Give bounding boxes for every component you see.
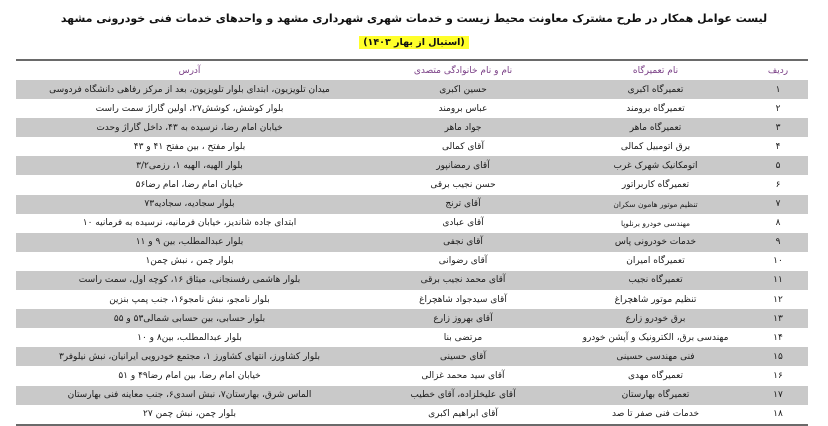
cell-address: بلوار هاشمی رفسنجانی، میثاق ۱۶، کوچه اول، سمت راست bbox=[78, 275, 301, 286]
cell-index: ۳ bbox=[775, 122, 781, 133]
table-row bbox=[16, 328, 808, 347]
table-header bbox=[16, 61, 808, 80]
table-row bbox=[16, 347, 808, 366]
cell-owner: حسین اکبری bbox=[439, 84, 487, 95]
cell-index: ۱۰ bbox=[773, 256, 783, 267]
table-row bbox=[16, 290, 808, 309]
cell-address: میدان تلویزیون، ابتدای بلوار تلویزیون، بعد از مرکز رفاهی دانشگاه فردوسی bbox=[49, 84, 330, 95]
table-row bbox=[16, 195, 808, 214]
cell-index: ۱۱ bbox=[773, 275, 783, 286]
header-owner: نام و نام خانوادگی متصدی bbox=[413, 65, 513, 76]
cell-index: ۵ bbox=[775, 160, 781, 171]
cell-address: الماس شرق، بهارستان۷، نبش اسدی۶، جنب معاینه فنی بهارستان bbox=[67, 390, 312, 401]
cell-address: بلوار چمن ، نبش چمن۱ bbox=[145, 256, 234, 267]
cell-owner: آقای رضوانی bbox=[438, 256, 488, 267]
cell-index: ۲ bbox=[775, 103, 781, 114]
table-row bbox=[16, 137, 808, 156]
cell-address: بلوار حسابی، بین حسابی شمالی۵۳ و ۵۵ bbox=[113, 313, 266, 324]
cell-address: بلوار مفتح ، بین مفتح ۴۱ و ۴۳ bbox=[133, 141, 246, 152]
cell-address: بلوار کشاورز، انتهای کشاورز ۱، مجتمع خودرویی ایرانیان، نبش نیلوفر۳ bbox=[58, 351, 321, 362]
cell-owner: آقای علیخلزاده، آقای خطیب bbox=[410, 390, 516, 401]
header-address: آدرس bbox=[178, 65, 201, 76]
cell-owner: عباس برومند bbox=[438, 103, 488, 114]
cell-index: ۱۶ bbox=[773, 370, 783, 381]
cell-index: ۱۷ bbox=[773, 390, 783, 401]
cell-index: ۷ bbox=[775, 199, 781, 210]
cell-shop: فنی مهندسی حسینی bbox=[616, 351, 695, 362]
cell-shop: تعمیرگاه مهدی bbox=[627, 370, 684, 381]
cell-shop: تعمیرگاه نجیب bbox=[628, 275, 683, 286]
document-title: لیست عوامل همکار در طرح مشترک معاونت محیط زیست و خدمات شهری شهرداری مشهد و واحدهای خدمات فنی خودرونی مشهد bbox=[60, 12, 768, 25]
header-index: ردیف bbox=[767, 65, 789, 76]
cell-owner: آقای سید محمد غزالی bbox=[421, 370, 505, 381]
table-row bbox=[16, 214, 808, 233]
cell-address: خیابان امام رضا، امام رضا۵۶ bbox=[135, 180, 244, 191]
cell-owner: حسن نجیب برقی bbox=[430, 180, 496, 191]
table-row bbox=[16, 99, 808, 118]
cell-shop: خدمات فنی صفر تا صد bbox=[611, 409, 700, 420]
cell-address: بلوار عبدالمطلب، بین۸ و ۱۰ bbox=[137, 332, 242, 343]
cell-shop: اتومکانیک شهرک غرب bbox=[613, 160, 698, 171]
table-body bbox=[16, 80, 808, 424]
table-row bbox=[16, 309, 808, 328]
cell-owner: آقای عبادی bbox=[442, 218, 484, 229]
table-row bbox=[16, 156, 808, 175]
table-row bbox=[16, 271, 808, 290]
cell-owner: آقای رمضانپور bbox=[436, 160, 490, 171]
highlighted-subtitle: (استبال از بهار ۱۴۰۳) bbox=[359, 36, 469, 49]
cell-address: بلوار الهیه، الهیه ۱، رزمی۳/۲ bbox=[136, 160, 243, 171]
cell-owner: آقای کمالی bbox=[442, 141, 484, 152]
cell-index: ۶ bbox=[775, 180, 781, 191]
cell-index: ۴ bbox=[775, 141, 781, 152]
cell-owner: آقای سیدجواد شاهچراغ bbox=[419, 294, 507, 305]
cell-owner: مرتضی بنا bbox=[443, 332, 483, 343]
cell-shop: تعمیرگاه ماهر bbox=[629, 122, 682, 133]
cell-owner: آقای محمد نجیب برقی bbox=[420, 275, 506, 286]
cell-index: ۸ bbox=[775, 218, 781, 229]
cell-address: خیابان امام رضا، بین امام رضا۴۹ و ۵۱ bbox=[118, 370, 261, 381]
cell-index: ۱ bbox=[775, 84, 781, 95]
cell-shop: مهندسی خودرو برنلوپا bbox=[620, 218, 691, 228]
table-row bbox=[16, 252, 808, 271]
cell-index: ۱۳ bbox=[773, 313, 783, 324]
cell-address: خیابان امام رضا، نرسیده به ۴۳، داخل گاراژ وحدت bbox=[96, 122, 283, 133]
table-row bbox=[16, 386, 808, 405]
cell-shop: تنظیم موتور هامون سکران bbox=[613, 199, 698, 209]
cell-index: ۹ bbox=[775, 237, 781, 248]
cell-address: ابتدای جاده شاندیز، خیابان فرمانیه، نرسیده به فرمانیه ۱۰ bbox=[82, 218, 297, 229]
cell-shop: خدمات خودرونی پاس bbox=[614, 237, 697, 248]
cell-address: بلوار سجادیه، سجادیه۷۳ bbox=[144, 199, 235, 210]
cell-shop: برق اتومبیل کمالی bbox=[620, 141, 691, 152]
cell-owner: آقای نجفی bbox=[443, 237, 483, 248]
cell-shop: تعمیرگاه بهارستان bbox=[621, 390, 690, 401]
table-row bbox=[16, 233, 808, 252]
cell-address: بلوار نامجو، نبش نامجو۱۶، جنب پمپ بنزین bbox=[109, 294, 270, 305]
cell-shop: مهندسی برق، الکترونیک و آپشن خودرو bbox=[582, 332, 729, 343]
cell-index: ۱۸ bbox=[773, 409, 783, 420]
table-row bbox=[16, 366, 808, 385]
cell-owner: آقای حسینی bbox=[440, 351, 486, 362]
cell-owner: آقای بهروز زارع bbox=[433, 313, 493, 324]
cell-index: ۱۵ bbox=[773, 351, 783, 362]
table-row bbox=[16, 405, 808, 424]
cell-address: بلوار چمن، نبش چمن ۲۷ bbox=[143, 409, 236, 420]
cell-owner: آقای ابراهیم اکبری bbox=[428, 409, 498, 420]
cell-index: ۱۲ bbox=[773, 294, 783, 305]
cell-shop: تنظیم موتور شاهچراغ bbox=[614, 294, 697, 305]
cell-owner: آقای ترنج bbox=[445, 199, 481, 210]
table-row bbox=[16, 175, 808, 194]
cell-address: بلوار عبدالمطلب، بین ۹ و ۱۱ bbox=[135, 237, 244, 248]
cell-shop: تعمیرگاه کاربراتور bbox=[621, 180, 690, 191]
cell-owner: جواد ماهر bbox=[444, 122, 482, 133]
table-row bbox=[16, 118, 808, 137]
header-shop: نام تعمیرگاه bbox=[632, 65, 679, 76]
cell-shop: برق خودرو زارع bbox=[625, 313, 686, 324]
cell-shop: تعمیرگاه امیران bbox=[626, 256, 685, 267]
cell-index: ۱۴ bbox=[773, 332, 783, 343]
workshops-table bbox=[16, 59, 808, 426]
cell-shop: تعمیرگاه اکبری bbox=[627, 84, 684, 95]
table-row bbox=[16, 80, 808, 99]
cell-shop: تعمیرگاه برومند bbox=[626, 103, 685, 114]
cell-address: بلوار کوشش، کوشش۲۷، اولین گاراژ سمت راست bbox=[95, 103, 284, 114]
subtitle-container bbox=[0, 30, 828, 49]
